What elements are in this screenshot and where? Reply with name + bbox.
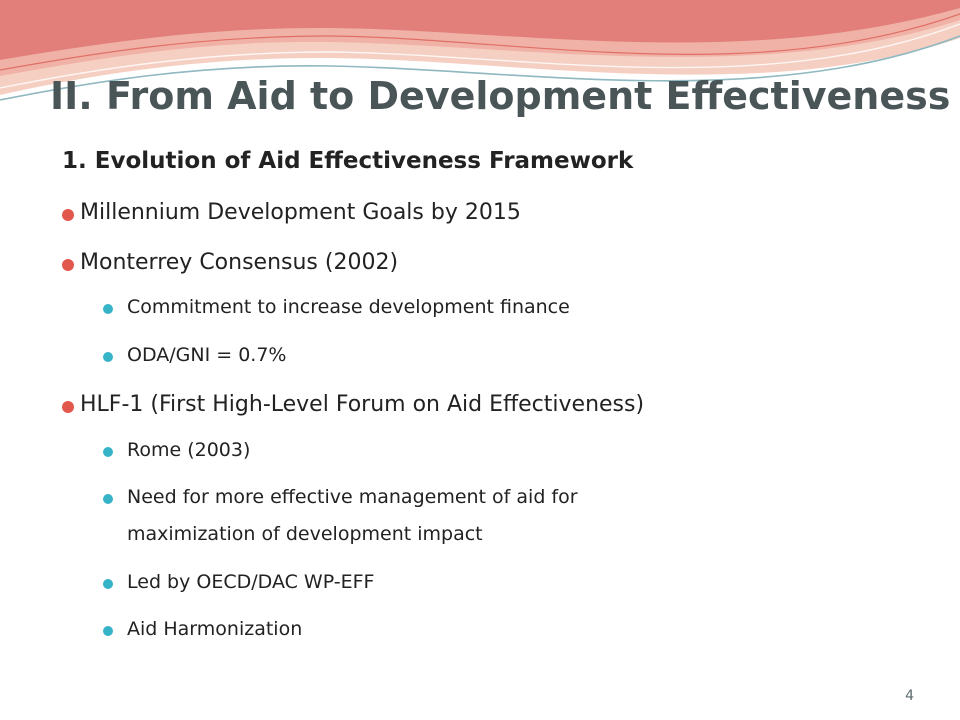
- bullet-item: [80, 392, 644, 417]
- bullet-text: Monterrey Consensus (2002): [80, 250, 399, 275]
- bullet-text: Millennium Development Goals by 2015: [80, 200, 521, 225]
- bullet-item: [80, 250, 398, 275]
- sub-bullet-text: Aid Harmonization: [127, 618, 303, 640]
- sub-bullet-text: Commitment to increase development finance: [127, 296, 570, 318]
- slide-title: II. From Aid to Development Effectiveness: [50, 74, 951, 118]
- bullet-dot: [62, 259, 74, 271]
- sub-bullet-dot: [103, 352, 113, 362]
- bullet-dot: [62, 401, 74, 413]
- sub-bullet-text: Rome (2003): [127, 439, 251, 461]
- page-number: 4: [905, 688, 914, 704]
- sub-bullet-text: Led by OECD/DAC WP-EFF: [127, 571, 375, 593]
- sub-bullet-text: ODA/GNI = 0.7%: [127, 344, 287, 366]
- bullet-text: HLF-1 (First High-Level Forum on Aid Effectiveness): [80, 392, 645, 417]
- sub-bullet-item: [127, 618, 302, 640]
- bullet-item: [80, 200, 521, 225]
- sub-bullet-dot: [103, 579, 113, 589]
- sub-bullet-dot: [103, 304, 113, 314]
- sub-bullet-item: [127, 439, 250, 461]
- sub-bullet-item: [127, 344, 286, 366]
- section-heading: 1. Evolution of Aid Effectiveness Framework: [62, 148, 634, 174]
- sub-bullet-dot: [103, 494, 113, 504]
- sub-bullet-text: Need for more effective management of aid for: [127, 486, 578, 508]
- sub-bullet-continuation: [127, 523, 483, 545]
- sub-bullet-item: [127, 296, 570, 318]
- bullet-dot: [62, 209, 74, 221]
- sub-bullet-text: maximization of development impact: [127, 523, 483, 545]
- sub-bullet-dot: [103, 626, 113, 636]
- sub-bullet-item: [127, 486, 578, 508]
- sub-bullet-item: [127, 571, 374, 593]
- sub-bullet-dot: [103, 447, 113, 457]
